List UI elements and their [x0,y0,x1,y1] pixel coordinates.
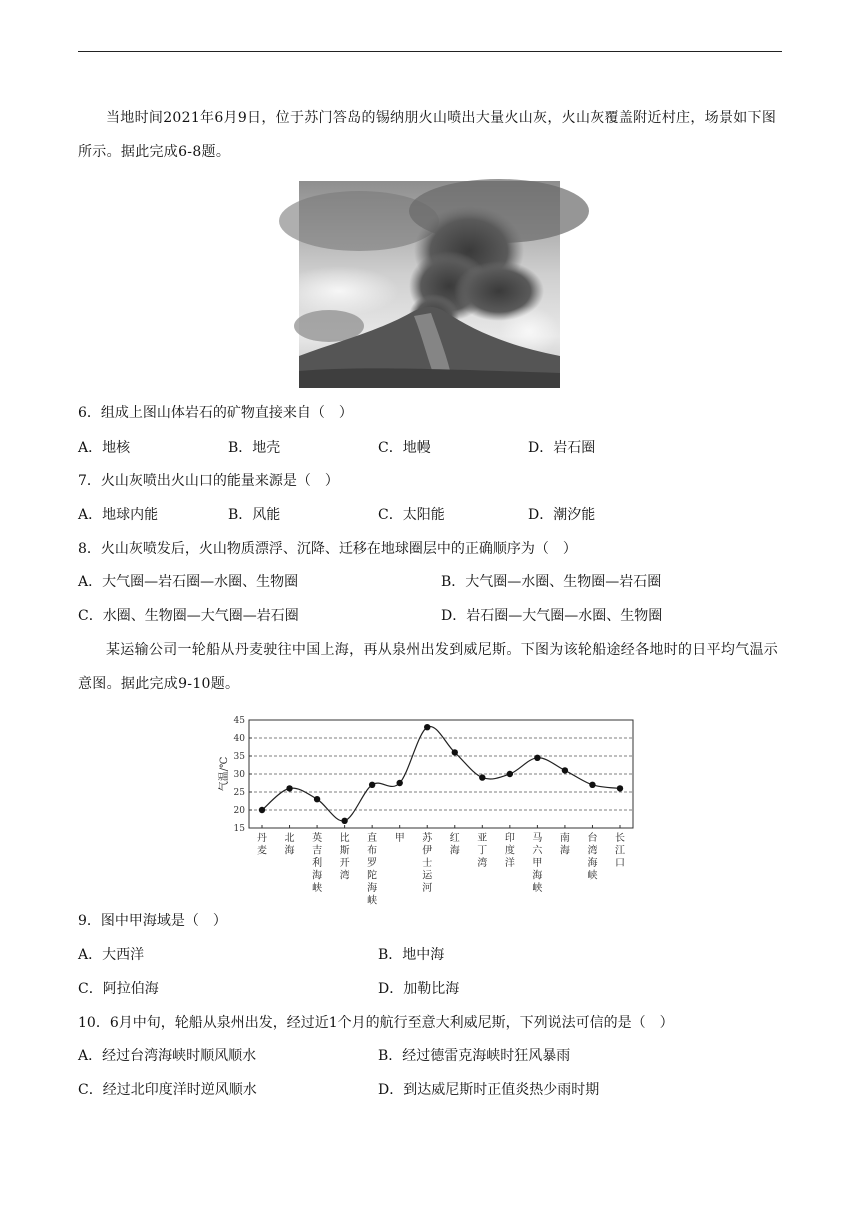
data-point-7 [452,749,458,755]
data-point-1 [286,785,292,791]
data-point-5 [396,780,402,786]
q10-option-c[interactable]: C．经过北印度洋时逆风顺水 [78,1082,257,1098]
y-axis-label: 气温/℃ [219,756,230,792]
question-7-stem: 7．火山灰喷出火山口的能量来源是（ ） [78,473,339,489]
x-label-13: 长江口 [615,833,625,869]
x-label-6: 苏伊士运河 [422,833,433,894]
x-label-4: 直布罗陀海峡 [367,833,378,907]
x-label-10: 马六甲海峡 [532,833,543,894]
y-tick-label: 45 [233,716,245,726]
question-9-stem: 9．图中甲海域是（ ） [78,913,227,929]
x-label-7: 红海 [449,833,460,857]
data-point-0 [259,807,265,813]
temperature-chart-svg [215,714,645,907]
question-8-stem: 8．火山灰喷发后，火山物质漂浮、沉降、迁移在地球圈层中的正确顺序为（ ） [78,541,577,557]
y-tick-label: 30 [233,770,245,780]
x-label-3: 比斯开湾 [339,833,350,882]
q8-option-a[interactable]: A．大气圈—岩石圈—水圈、生物圈 [78,574,299,590]
x-category-labels [257,825,625,907]
question-6-stem: 6．组成上图山体岩石的矿物直接来自（ ） [78,405,353,421]
x-label-8: 亚丁湾 [477,833,488,869]
question-10-stem: 10．6月中旬，轮船从泉州出发，经过近1个月的航行至意大利威尼斯，下列说法可信的是（ ） [78,1015,674,1031]
temperature-chart [215,714,645,907]
x-label-11: 南海 [559,833,570,857]
q9-option-d[interactable]: D．加勒比海 [378,981,460,997]
q10-option-a[interactable]: A．经过台湾海峡时顺风顺水 [78,1048,257,1064]
data-point-6 [424,724,430,730]
intro-paragraph-volcano: 当地时间2021年6月9日，位于苏门答岛的锡纳朋火山喷出大量火山灰，火山灰覆盖附近村庄，场景如下图所示。据此完成6-8题。 [78,110,777,160]
q7-option-b[interactable]: B．风能 [228,507,281,523]
q8-option-c[interactable]: C．水圈、生物圈—大气圈—岩石圈 [78,608,299,624]
volcano-photo [299,181,560,388]
data-point-13 [617,785,623,791]
data-point-4 [369,782,375,788]
y-tick-label: 15 [233,824,245,834]
x-label-12: 台湾海峡 [587,833,598,882]
data-point-3 [341,818,347,824]
data-point-11 [562,767,568,773]
chart-grid [249,738,633,810]
data-point-10 [534,755,540,761]
q6-option-d[interactable]: D．岩石圈 [528,440,596,456]
y-tick-label: 25 [233,788,245,798]
x-label-5: 甲 [394,833,405,844]
x-label-2: 英吉利海峡 [312,833,323,894]
q6-option-c[interactable]: C．地幔 [378,440,431,456]
q6-option-b[interactable]: B．地壳 [228,440,281,456]
q9-option-a[interactable]: A．大西洋 [78,947,145,963]
intro-paragraph-ship: 某运输公司一轮船从丹麦驶往中国上海，再从泉州出发到威尼斯。下图为该轮船途经各地时的日平均气温示意图。据此完成9-10题。 [78,642,779,692]
data-point-12 [589,782,595,788]
x-label-0: 丹麦 [257,833,267,857]
x-label-9: 印度洋 [504,833,515,869]
header-rule [78,51,782,52]
y-tick-label: 40 [233,734,245,744]
q9-option-c[interactable]: C．阿拉伯海 [78,981,159,997]
data-point-8 [479,774,485,780]
x-label-1: 北海 [284,833,295,857]
q6-option-a[interactable]: A．地核 [78,440,131,456]
y-tick-label: 35 [233,752,245,762]
q8-option-b[interactable]: B．大气圈—水圈、生物圈—岩石圈 [441,574,662,590]
data-point-2 [314,796,320,802]
q7-option-d[interactable]: D．潮汐能 [528,507,596,523]
y-tick-label: 20 [233,806,245,816]
q7-option-a[interactable]: A．地球内能 [78,507,159,523]
q9-option-b[interactable]: B．地中海 [378,947,445,963]
data-point-9 [507,771,513,777]
q7-option-c[interactable]: C．太阳能 [378,507,445,523]
q8-option-d[interactable]: D．岩石圈—大气圈—水圈、生物圈 [441,608,663,624]
q10-option-b[interactable]: B．经过德雷克海峡时狂风暴雨 [378,1048,571,1064]
q10-option-d[interactable]: D．到达威尼斯时正值炎热少雨时期 [378,1082,600,1098]
